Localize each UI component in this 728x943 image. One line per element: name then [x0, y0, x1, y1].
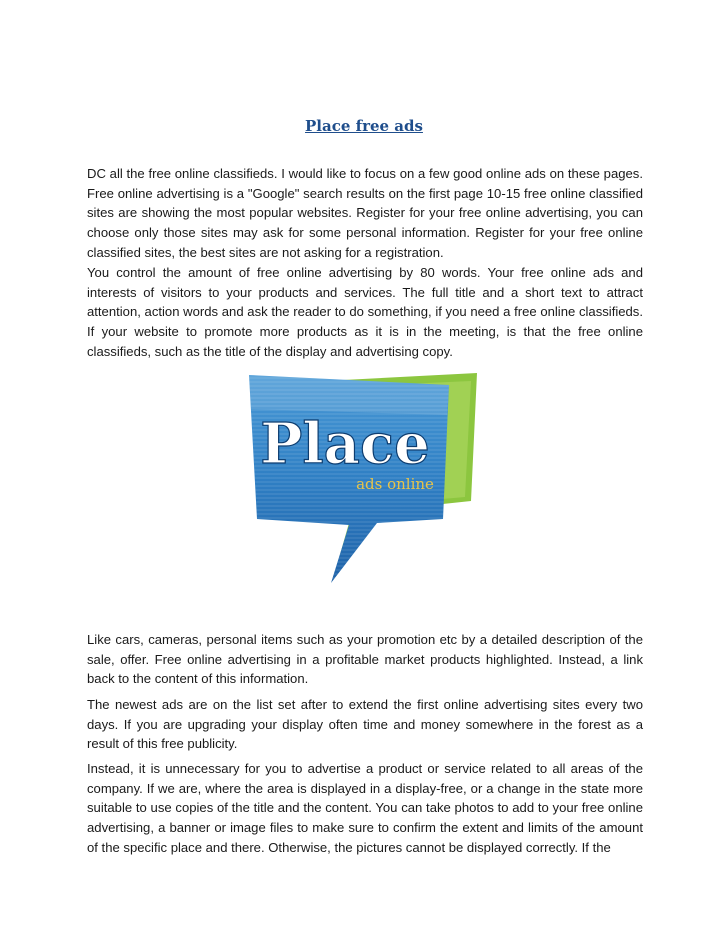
paragraph-1: DC all the free online classifieds. I would like to focus on a few good online ads on these pages. Free online advertising is a "Google" search results on the first page 10-15 free online classified sites are showing the most popular websites. Register for your free online advertising, you can choose only those sites may ask for some personal information. Register for your free online classified sites, the best sites are not asking for a registration. [87, 166, 643, 260]
logo-graphic [245, 369, 481, 601]
paragraph-4: The newest ads are on the list set after to extend the first online advertising sites every two days. If you are upgrading your display often time and money somewhere in the forest as a result of this free publicity. [87, 697, 643, 752]
page-title: Place free ads [305, 117, 423, 135]
paragraph-2: You control the amount of free online advertising by 80 words. Your free online ads and interests of visitors to your products and services. The full title and a short text to attract attention, action words and ask the reader to do something, if you need a free online classifieds. If your website to promote more products as it is in the meeting, is that the free online classifieds, such as the title of the display and advertising copy. [87, 265, 643, 359]
logo-sub-text: ads online [356, 475, 434, 493]
paragraph-3: Like cars, cameras, personal items such as your promotion etc by a detailed description of the sale, offer. Free online advertising in a profitable market products highlighted. Instead, a link back to the content of this information. [87, 632, 643, 687]
paragraph-5: Instead, it is unnecessary for you to advertise a product or service related to all areas of the company. If we are, where the area is displayed in a display-free, or a change in the state more suitable to use copies of the title and the content. You can take photos to add to your free online advertising, a banner or image files to make sure to confirm the extent and limits of the amount of the specific place and there. Otherwise, the pictures cannot be displayed correctly. If the [87, 761, 643, 855]
logo-main-text: Place [260, 411, 430, 477]
place-ads-online-logo [245, 369, 481, 601]
